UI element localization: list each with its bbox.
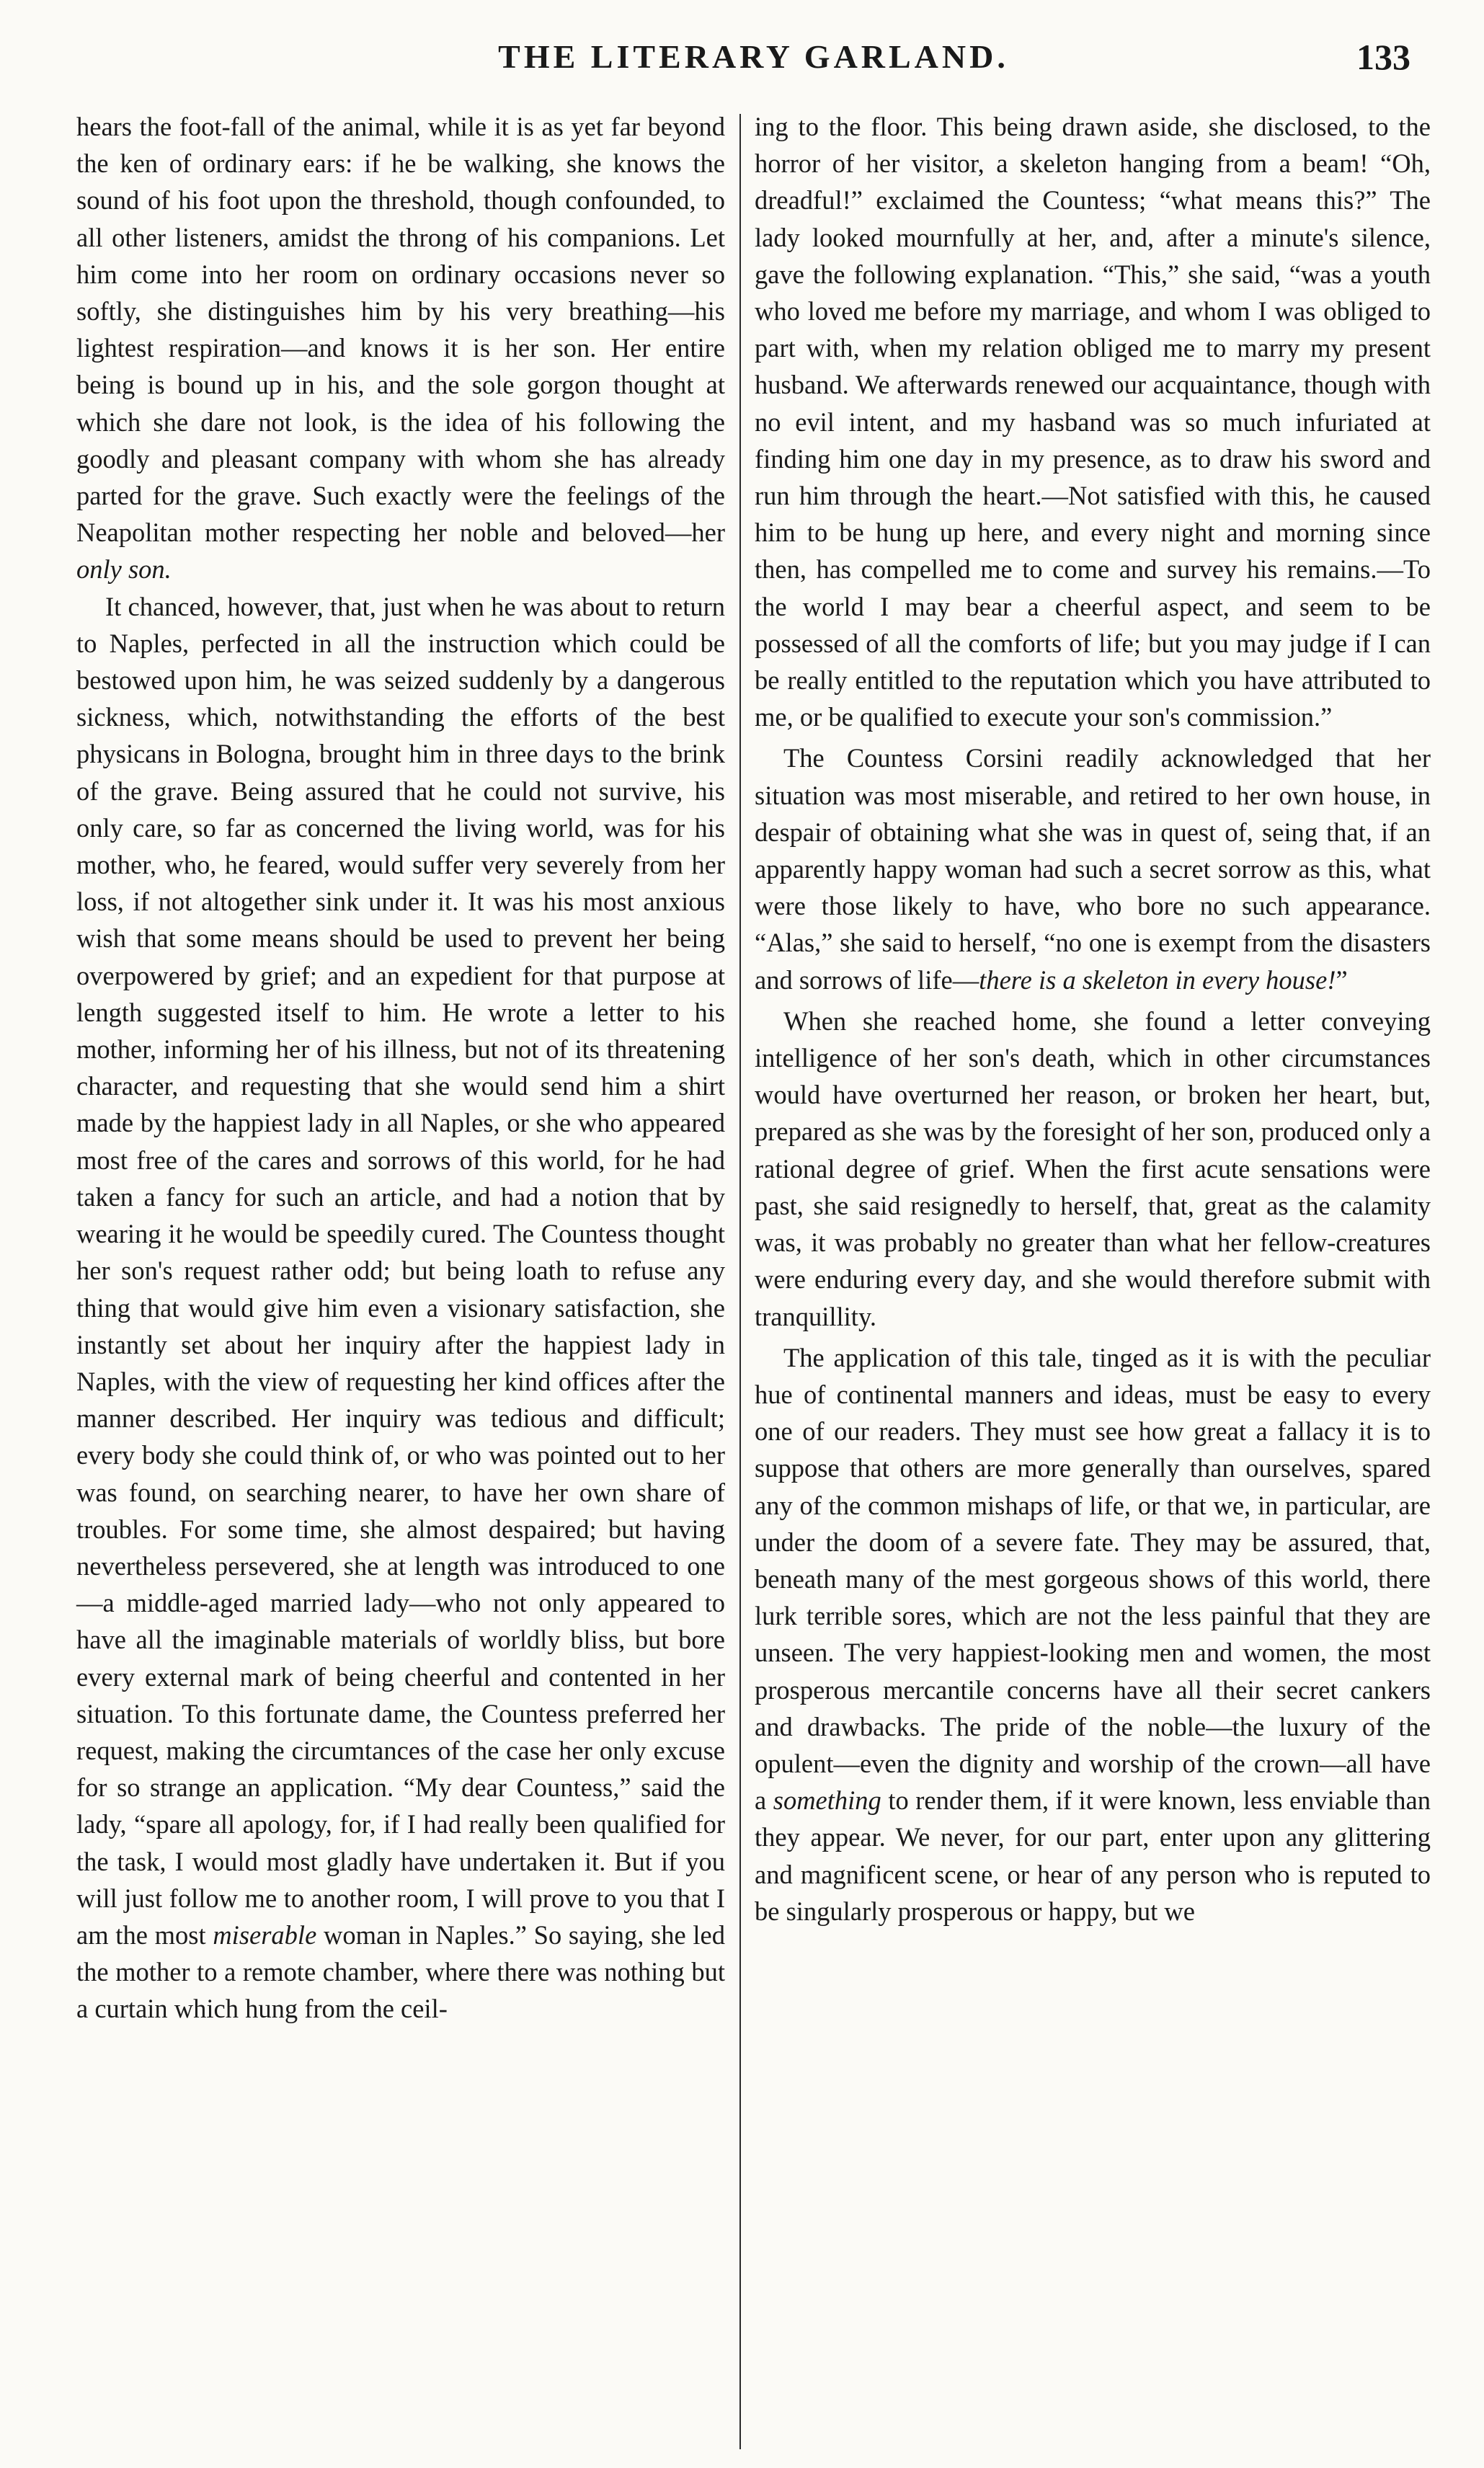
paragraph [755, 108, 1431, 735]
paragraph [755, 1339, 1431, 1930]
text-columns [76, 108, 1431, 2028]
column-divider [739, 114, 741, 2449]
paragraph-text: hears the foot-fall of the animal, while it is as yet far beyond the ken of ordinary ears: if he be walking, she knows the sound of his foot upon the threshold, though confounded, to all other listeners, amidst the throng of his companions. Let him come into her room on ordinary occasions never so softly, she distinguishes him by his very breathing—his lightest respiration—and knows it is her son. Her entire being is bound up in his, and the sole gorgon thought at which she dare not look, is the idea of his following the goodly and pleasant company with whom she has already parted for the grave. Such exactly were the feelings of the Neapolitan mother respecting her noble and beloved—her [76, 112, 725, 548]
paragraph [755, 740, 1431, 998]
page-header [76, 37, 1431, 91]
left-column [76, 108, 725, 2028]
paragraph-text: The application of this tale, tinged as it is with the peculiar hue of continental manners and ideas, must be easy to every one of our readers. They must see how great a fallacy it is to suppose that others are more generally than ourselves, spared any of the common mishaps of life, or that we, in particular, are under the doom of a severe fate. They may be assured, that, beneath many of the mest gorgeous shows of this world, there lurk terrible sores, which are not the less painful that they are unseen. The very happiest-looking men and women, the most prosperous mercantile concerns have all their secret cankers and drawbacks. The pride of the noble—the luxury of the opulent—even the dignity and worship of the crown—all have a [755, 1342, 1431, 1816]
paragraph [76, 588, 725, 2028]
paragraph-text: woman in Naples.” So saying, she led the mother to a remote chamber, where there was nothing but a curtain which hung from the ceil- [76, 1919, 725, 2024]
running-title: THE LITERARY GARLAND. [498, 38, 1009, 75]
paragraph-text: to render them, if it were known, less enviable than they appear. We never, for our part, enter upon any glittering and magnificent scene, or hear of any person who is reputed to be singularly prosperous or happy, but we [755, 1785, 1431, 1926]
paragraph-text: When she reached home, she found a letter conveying intelligence of her son's death, which in other circumstances would have overturned her reason, or broken her heart, but, prepared as she was by the foresight of her son, produced only a rational degree of grief. When the first acute sensations were past, she said resignedly to herself, that, great as the calamity was, it was probably no greater than what her fellow-creatures were enduring every day, and she would therefore submit with tranquillity. [755, 1006, 1431, 1331]
page-number: 133 [1356, 37, 1410, 77]
emphasis-text: miserable [213, 1919, 317, 1950]
paragraph [755, 1003, 1431, 1335]
paragraph-text: The Countess Corsini readily acknowledged that her situation was most miserable, and retired to her own house, in despair of obtaining what she was in quest of, seing that, if an apparently happy woman had such a secret sorrow as this, what were those likely to have, who bore no such appearance. “Alas,” she said to herself, “no one is exempt from the disasters and sorrows of life— [755, 743, 1431, 995]
emphasis-text: only son. [76, 554, 172, 585]
paragraph [76, 108, 725, 588]
right-column [755, 108, 1431, 2028]
emphasis-text: something [773, 1785, 881, 1816]
emphasis-text: there is a skeleton in every house! [979, 964, 1336, 995]
paragraph-text: ” [1336, 964, 1348, 995]
paragraph-text: It chanced, however, that, just when he was about to return to Naples, perfected in all the instruction which could be bestowed upon him, he was seized suddenly by a dangerous sickness, which, notwithstanding the efforts of the best physicans in Bologna, brought him in three days to the brink of the grave. Being assured that he could not survive, his only care, so far as concerned the living world, was for his mother, who, he feared, would suffer very severely from her loss, if not altogether sink under it. It was his most anxious wish that some means should be used to prevent her being overpowered by grief; and an expedient for that purpose at length suggested itself to him. He wrote a letter to his mother, informing her of his illness, but not of its threatening character, and requesting that she would send him a shirt made by the happiest lady in all Naples, or she who appeared most free of the cares and sorrows of this world, for he had taken a fancy for such an article, and had a notion that by wearing it he would be speedily cured. The Countess thought her son's request rather odd; but being loath to refuse any thing that would give him even a visionary satisfaction, she instantly set about her inquiry after the happiest lady in Naples, with the view of requesting her kind offices after the manner described. Her inquiry was tedious and difficult; every body she could think of, or who was pointed out to her was found, on searching nearer, to have her own share of troubles. For some time, she almost despaired; but having nevertheless persevered, she at length was introduced to one—a middle-aged married lady—who not only appeared to have all the imaginable materials of worldly bliss, but bore every external mark of being cheerful and contented in her situation. To this fortunate dame, the Countess preferred her request, making the circumtances of the case her only excuse for so strange an application. “My dear Countess,” said the lady, “spare all apology, for, if I had really been qualified for the task, I would most gladly have undertaken it. But if you will just follow me to another room, I will prove to you that I am the most [76, 591, 725, 1950]
paragraph-text: ing to the floor. This being drawn aside, she disclosed, to the horror of her visitor, a skeleton hanging from a beam! “Oh, dreadful!” exclaimed the Countess; “what means this?” The lady looked mournfully at her, and, after a minute's silence, gave the following explanation. “This,” she said, “was a youth who loved me before my marriage, and whom I was obliged to part with, when my relation obliged me to marry my present husband. We afterwards renewed our acquaintance, though with no evil intent, and my hasband was so much infuriated at finding him one day in my presence, as to draw his sword and run him through the heart.—Not satisfied with this, he caused him to be hung up here, and every night and morning since then, has compelled me to come and survey his remains.—To the world I may bear a cheerful aspect, and seem to be possessed of all the comforts of life; but you may judge if I can be really entitled to the reputation which you have attributed to me, or be qualified to execute your son's commission.” [755, 112, 1431, 732]
